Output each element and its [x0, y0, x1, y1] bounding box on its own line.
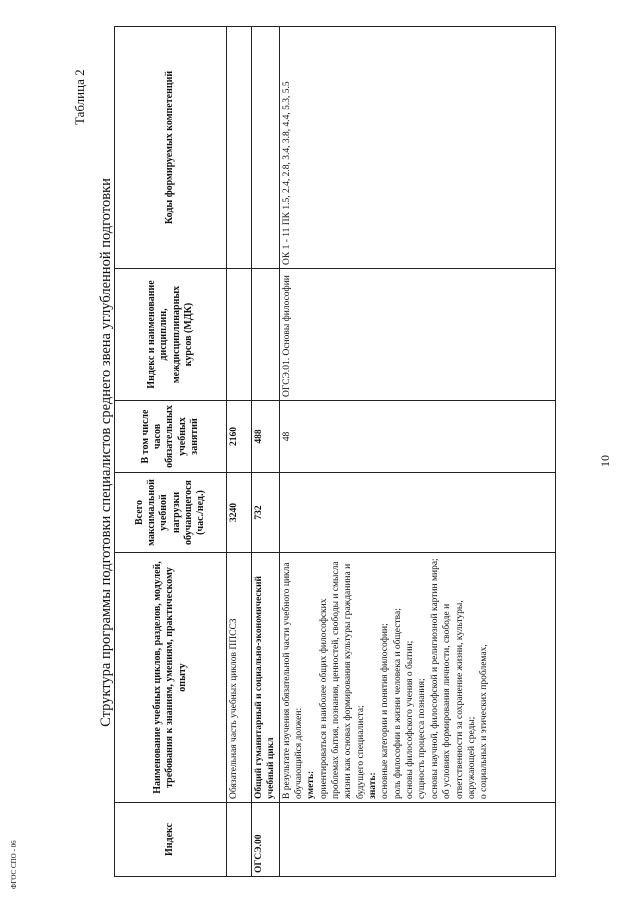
header-mandatory: В том числе часов обязательных учебных занятий — [115, 401, 227, 473]
table-label: Таблица 2 — [72, 69, 87, 125]
knowledge-item: основы научной, философской и религиозной картин мира; — [429, 558, 440, 799]
cell-mandatory: 488 — [252, 401, 280, 473]
header-name: Наименование учебных циклов, разделов, модулей, требования к знаниям, умениям, практическому опыту — [115, 553, 227, 803]
table-row-mandatory-part — [227, 27, 252, 877]
table-row-ogse — [252, 27, 280, 877]
skills-text: ориентироваться в наиболее общих философских проблемах бытия, познания, ценностей, свободы и смысла жизни как основах формирования культуры гражданина и будущего специалиста; — [318, 561, 366, 799]
knowledge-item: основы философского учения о бытии; — [405, 640, 416, 799]
cell-mandatory: 2160 — [227, 401, 252, 473]
knowledge-item: об условиях формирования личности, свободе и ответственности за сохранение жизни, культуры, окружающей среды; — [442, 600, 477, 799]
cell-codes: ОК 1 - 11 ПК 1.5, 2.4, 2.8, 3.4, 3.8, 4.4, 5.3, 5.5 — [279, 27, 555, 269]
cell-total: 3240 — [227, 473, 252, 553]
table-row-detail — [279, 27, 555, 877]
program-structure-table — [114, 26, 556, 877]
cell-total — [279, 473, 555, 553]
cell-total: 732 — [252, 473, 280, 553]
header-total: Всего максимальной учебной нагрузки обучающегося (час./нед.) — [115, 473, 227, 553]
knowledge-item: основные категории и понятия философии; — [380, 623, 391, 799]
cell-codes — [252, 27, 280, 269]
header-index: Индекс — [115, 803, 227, 877]
knowledge-item: о социальных и этических проблемах, — [479, 644, 490, 799]
header-codes: Коды формируемых компетенций — [115, 27, 227, 269]
cell-disciplines — [227, 269, 252, 401]
cell-disciplines — [252, 269, 280, 401]
header-disciplines: Индекс и наименование дисциплин, междисциплинарных курсов (МДК) — [115, 269, 227, 401]
cell-disciplines: ОГСЭ.01. Основы философии — [279, 269, 555, 401]
page-title: Структура программы подготовки специалистов среднего звена углубленной подготовки — [98, 178, 114, 727]
cell-requirements — [279, 553, 555, 803]
cell-index — [227, 803, 252, 877]
knowledge-item: сущность процесса познания; — [417, 678, 428, 799]
knowledge-item: роль философии в жизни человека и общества; — [392, 608, 403, 799]
knowledge-label: знать: — [368, 772, 379, 799]
cell-index — [279, 803, 555, 877]
cell-codes — [227, 27, 252, 269]
cell-index: ОГСЭ.00 — [252, 803, 280, 877]
page-number: 10 — [598, 455, 612, 467]
skills-label: уметь: — [306, 770, 317, 799]
table-header-row — [115, 27, 227, 877]
requirements-intro: В результате изучения обязательной части учебного цикла обучающийся должен: — [281, 562, 305, 799]
footer-code: ФГОС СПО - 06 — [10, 840, 18, 889]
cell-name: Общий гуманитарный и социально-экономический учебный цикл — [252, 553, 280, 803]
cell-mandatory: 48 — [279, 401, 555, 473]
cell-name: Обязательная часть учебных циклов ППССЗ — [227, 553, 252, 803]
